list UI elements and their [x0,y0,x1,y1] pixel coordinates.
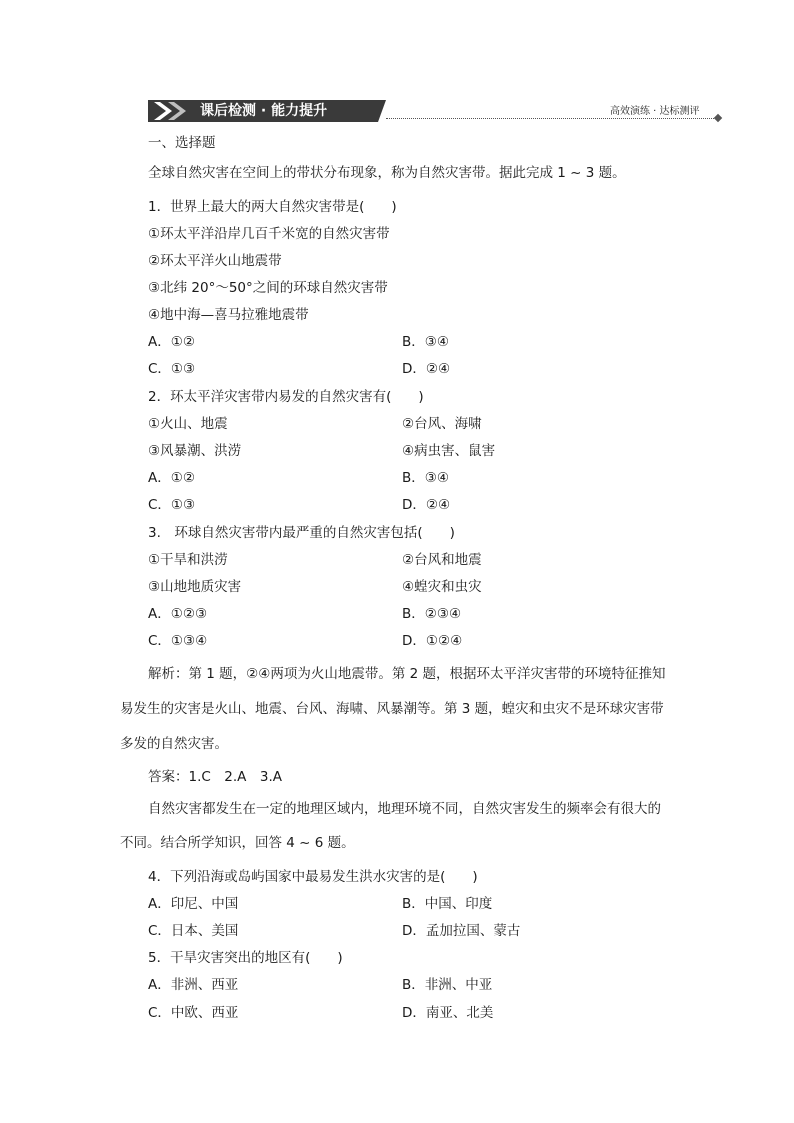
question-4-stem: 4．下列沿海或岛屿国家中最易发生洪水灾害的是( ) [148,869,478,885]
intro-text: 全球自然灾害在空间上的带状分布现象，称为自然灾害带。据此完成 1 ~ 3 题。 [148,165,626,181]
question-1-stem: 1．世界上最大的两大自然灾害带是( ) [148,199,397,215]
diamond-icon [714,114,722,122]
q3-option-d: D．①②④ [402,633,463,649]
q2-item: ④病虫害、鼠害 [402,443,496,459]
q4-option-c: C．日本、美国 [148,923,239,939]
q1-item: ①环太平洋沿岸几百千米宽的自然灾害带 [148,226,390,242]
q3-item: ①干旱和洪涝 [148,552,228,568]
q1-option-b: B．③④ [402,334,449,350]
analysis-text: 多发的自然灾害。 [120,736,228,752]
header-right-label: 高效演练 · 达标测评 [610,106,700,117]
intro-text: 自然灾害都发生在一定的地理区域内，地理环境不同，自然灾害发生的频率会有很大的 [148,801,661,817]
question-2-stem: 2．环太平洋灾害带内易发的自然灾害有( ) [148,389,424,405]
q5-option-d: D．南亚、北美 [402,1005,494,1021]
q3-item: ③山地地质灾害 [148,579,242,595]
question-5-stem: 5．干旱灾害突出的地区有( ) [148,950,343,966]
q1-item: ②环太平洋火山地震带 [148,253,282,269]
q3-option-c: C．①③④ [148,633,208,649]
q2-option-c: C．①③ [148,497,196,513]
q3-item: ②台风和地震 [402,552,482,568]
q3-option-a: A．①②③ [148,606,208,622]
q3-item: ④蝗灾和虫灾 [402,579,482,595]
banner-title: 课后检测 · 能力提升 [200,103,328,119]
q2-option-b: B．③④ [402,470,449,486]
q4-option-a: A．印尼、中国 [148,896,239,912]
q1-option-a: A．①② [148,334,195,350]
q2-option-d: D．②④ [402,497,451,513]
q2-item: ①火山、地震 [148,416,228,432]
answer-text: 答案：1.C 2.A 3.A [148,769,283,785]
q5-option-a: A．非洲、西亚 [148,977,239,993]
q4-option-d: D．孟加拉国、蒙古 [402,923,521,939]
intro-text: 不同。结合所学知识，回答 4 ~ 6 题。 [120,835,355,851]
section-title: 一、选择题 [148,135,216,151]
analysis-text: 解析：第 1 题，②④两项为火山地震带。第 2 题，根据环太平洋灾害带的环境特征推知 [148,666,666,682]
q2-item: ③风暴潮、洪涝 [148,443,242,459]
q4-option-b: B．中国、印度 [402,896,493,912]
q5-option-b: B．非洲、中亚 [402,977,493,993]
question-3-stem: 3. 环球自然灾害带内最严重的自然灾害包括( ) [148,525,455,541]
q3-option-b: B．②③④ [402,606,462,622]
q2-option-a: A．①② [148,470,195,486]
q1-item: ③北纬 20°～50°之间的环球自然灾害带 [148,280,388,296]
analysis-text: 易发生的灾害是火山、地震、台风、海啸、风暴潮等。第 3 题，蝗灾和虫灾不是环球灾害带 [120,701,664,717]
q2-item: ②台风、海啸 [402,416,482,432]
q1-item: ④地中海—喜马拉雅地震带 [148,307,309,323]
q1-option-c: C．①③ [148,361,196,377]
q5-option-c: C．中欧、西亚 [148,1005,239,1021]
q1-option-d: D．②④ [402,361,451,377]
header-rule [386,118,716,119]
